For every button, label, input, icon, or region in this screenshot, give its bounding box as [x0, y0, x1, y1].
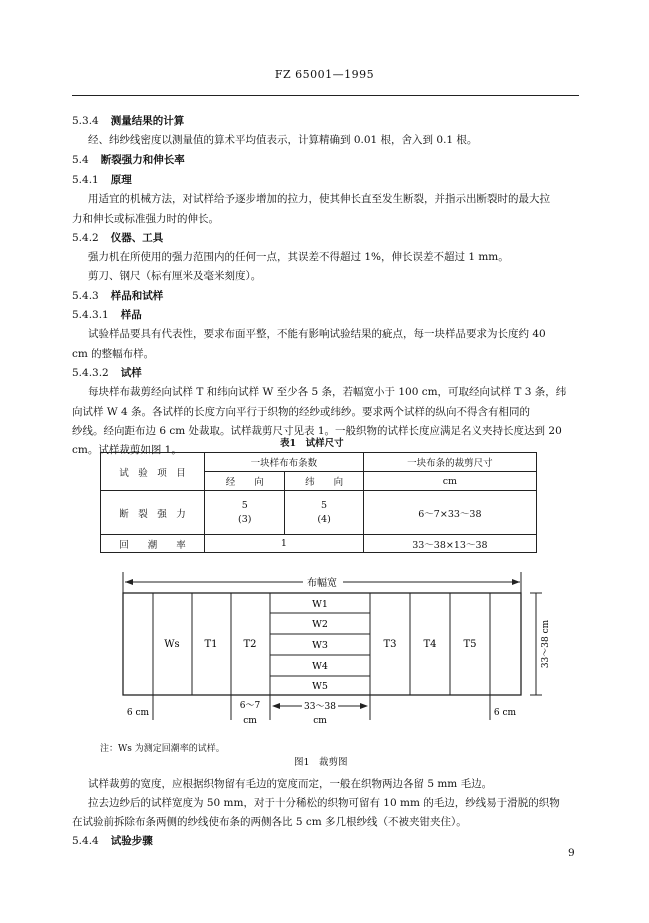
section-number: 5.4.4	[72, 835, 99, 847]
paragraph: 试验样品要具有代表性，要求布面平整，不能有影响试验结果的疵点，每一块样品要求为长度约 40	[88, 328, 546, 340]
t1-label: T1	[204, 639, 218, 650]
ws-label: Ws	[164, 639, 180, 650]
left-margin-label: 6 cm	[126, 708, 150, 718]
section-5-4-heading	[72, 152, 185, 167]
paragraph-continuation: 向试样 W 4 条。各试样的长度方向平行于织物的经纱或纬纱。要求两个试样的纵向不得含有相同的	[72, 406, 530, 418]
height-label: 33～38 cm	[541, 619, 551, 669]
section-title: 原理	[110, 174, 132, 186]
paragraph: 每块样布裁剪经向试样 T 和纬向试样 W 至少各 5 条，若幅宽小于 100 cm，可取经向试样 T 3 条，纬	[88, 386, 567, 398]
section-5-3-4-heading	[72, 113, 184, 128]
document-code-header: FZ 65001—1995	[274, 68, 375, 81]
paragraph-continuation: 纱线。经向距布边 6 cm 处裁取。试样裁剪尺寸见表 1。一般织物的试样长度应满足名义夹持长度达到 20	[72, 425, 562, 437]
paragraph-continuation: 力和伸长或标准强力时的伸长。	[72, 213, 219, 225]
paragraph: 强力机在所使用的强力范围内的任何一点，其误差不得超过 1%，伸长误差不超过 1 mm。	[88, 251, 509, 263]
w1-label: W1	[312, 599, 328, 610]
section-5-4-2-heading	[72, 230, 163, 245]
section-number: 5.4	[72, 154, 89, 166]
table-header-weft: 纬 向	[285, 472, 363, 491]
section-title: 试验步骤	[110, 835, 153, 847]
table-header-item: 试 验 项 目	[101, 453, 205, 491]
table-cell-size: 33～38×13～38	[363, 535, 536, 553]
section-number: 5.4.1	[72, 174, 99, 186]
weft-count: 5	[321, 500, 328, 511]
strip-width-label: 6～7	[239, 701, 261, 711]
section-number: 5.4.3.1	[72, 309, 109, 321]
right-margin-label: 6 cm	[493, 708, 517, 718]
t3-label: T3	[383, 639, 397, 650]
table-cell-weft	[285, 491, 363, 535]
table-header-warp: 经 向	[205, 472, 285, 491]
section-title: 测量结果的计算	[110, 115, 185, 127]
paragraph: 试样裁剪的宽度，应根据织物留有毛边的宽度而定，一般在织物两边各留 5 mm 毛边。	[88, 778, 493, 790]
paragraph-continuation: cm 的整幅布样。	[72, 348, 155, 360]
section-5-4-3-1-heading	[72, 307, 142, 322]
section-5-4-1-heading	[72, 172, 132, 187]
table-cell-size: 6～7×33～38	[363, 491, 536, 535]
w2-label: W2	[312, 619, 328, 630]
figure-caption: 图1 裁剪图	[294, 757, 348, 768]
paragraph-continuation: cm。试样裁剪如图 1。	[72, 444, 182, 456]
table-header-unit: cm	[363, 472, 536, 491]
table-header-size: 一块布条的裁剪尺寸	[363, 453, 536, 472]
w3-label: W3	[312, 640, 328, 651]
paragraph: 用适宜的机械方法，对试样给予逐步增加的拉力，使其伸长直至发生断裂，并指示出断裂时的最大拉	[88, 193, 550, 205]
table-caption: 表1 试样尺寸	[280, 438, 344, 449]
w-length-unit: cm	[313, 716, 327, 726]
table-cell-count: 1	[205, 535, 364, 553]
section-5-4-3-heading	[72, 288, 163, 303]
section-title: 仪器、工具	[110, 232, 164, 244]
section-title: 样品和试样	[110, 290, 164, 302]
section-title: 断裂强力和伸长率	[100, 154, 185, 166]
w-length-label: 33～38	[304, 702, 336, 712]
table-cell-item: 断 裂 强 力	[101, 491, 205, 535]
w5-label: W5	[312, 681, 328, 692]
warp-count-alt: (3)	[237, 514, 252, 525]
table-cell-warp	[205, 491, 285, 535]
table-header-count: 一块样布布条数	[205, 453, 364, 472]
strip-width-unit: cm	[243, 716, 257, 726]
section-title: 试样	[120, 367, 142, 379]
section-5-4-4-heading	[72, 833, 153, 848]
weft-count-alt: (4)	[317, 514, 331, 525]
page-number: 9	[568, 847, 575, 859]
paragraph: 剪刀、钢尺（标有厘米及毫米刻度）。	[88, 270, 262, 282]
specimen-size-table	[100, 452, 537, 553]
figure-note: 注：Ws 为测定回潮率的试样。	[100, 744, 225, 754]
t5-label: T5	[463, 639, 477, 650]
t2-label: T2	[243, 639, 257, 650]
width-label: 布幅宽	[307, 578, 337, 589]
section-title: 样品	[120, 309, 142, 321]
paragraph: 经、纬纱线密度以测量值的算术平均值表示，计算精确到 0.01 根，舍入到 0.1 根。	[88, 134, 478, 146]
paragraph-continuation: 在试验前拆除布条两侧的纱线使布条的两侧各比 5 cm 多几根纱线（不被夹钳夹住）。	[72, 816, 467, 828]
section-number: 5.4.3	[72, 290, 99, 302]
w4-label: W4	[312, 661, 328, 672]
header-rule	[72, 95, 579, 96]
warp-count: 5	[241, 500, 248, 511]
section-number: 5.3.4	[72, 115, 99, 127]
section-number: 5.4.3.2	[72, 367, 109, 379]
section-5-4-3-2-heading	[72, 365, 142, 380]
section-number: 5.4.2	[72, 232, 99, 244]
cutting-diagram	[0, 560, 649, 740]
table-cell-item: 回 潮 率	[101, 535, 205, 553]
t4-label: T4	[423, 639, 437, 650]
paragraph: 拉去边纱后的试样宽度为 50 mm，对于十分稀松的织物可留有 10 mm 的毛边，纱线易于滑脱的织物	[88, 797, 560, 809]
